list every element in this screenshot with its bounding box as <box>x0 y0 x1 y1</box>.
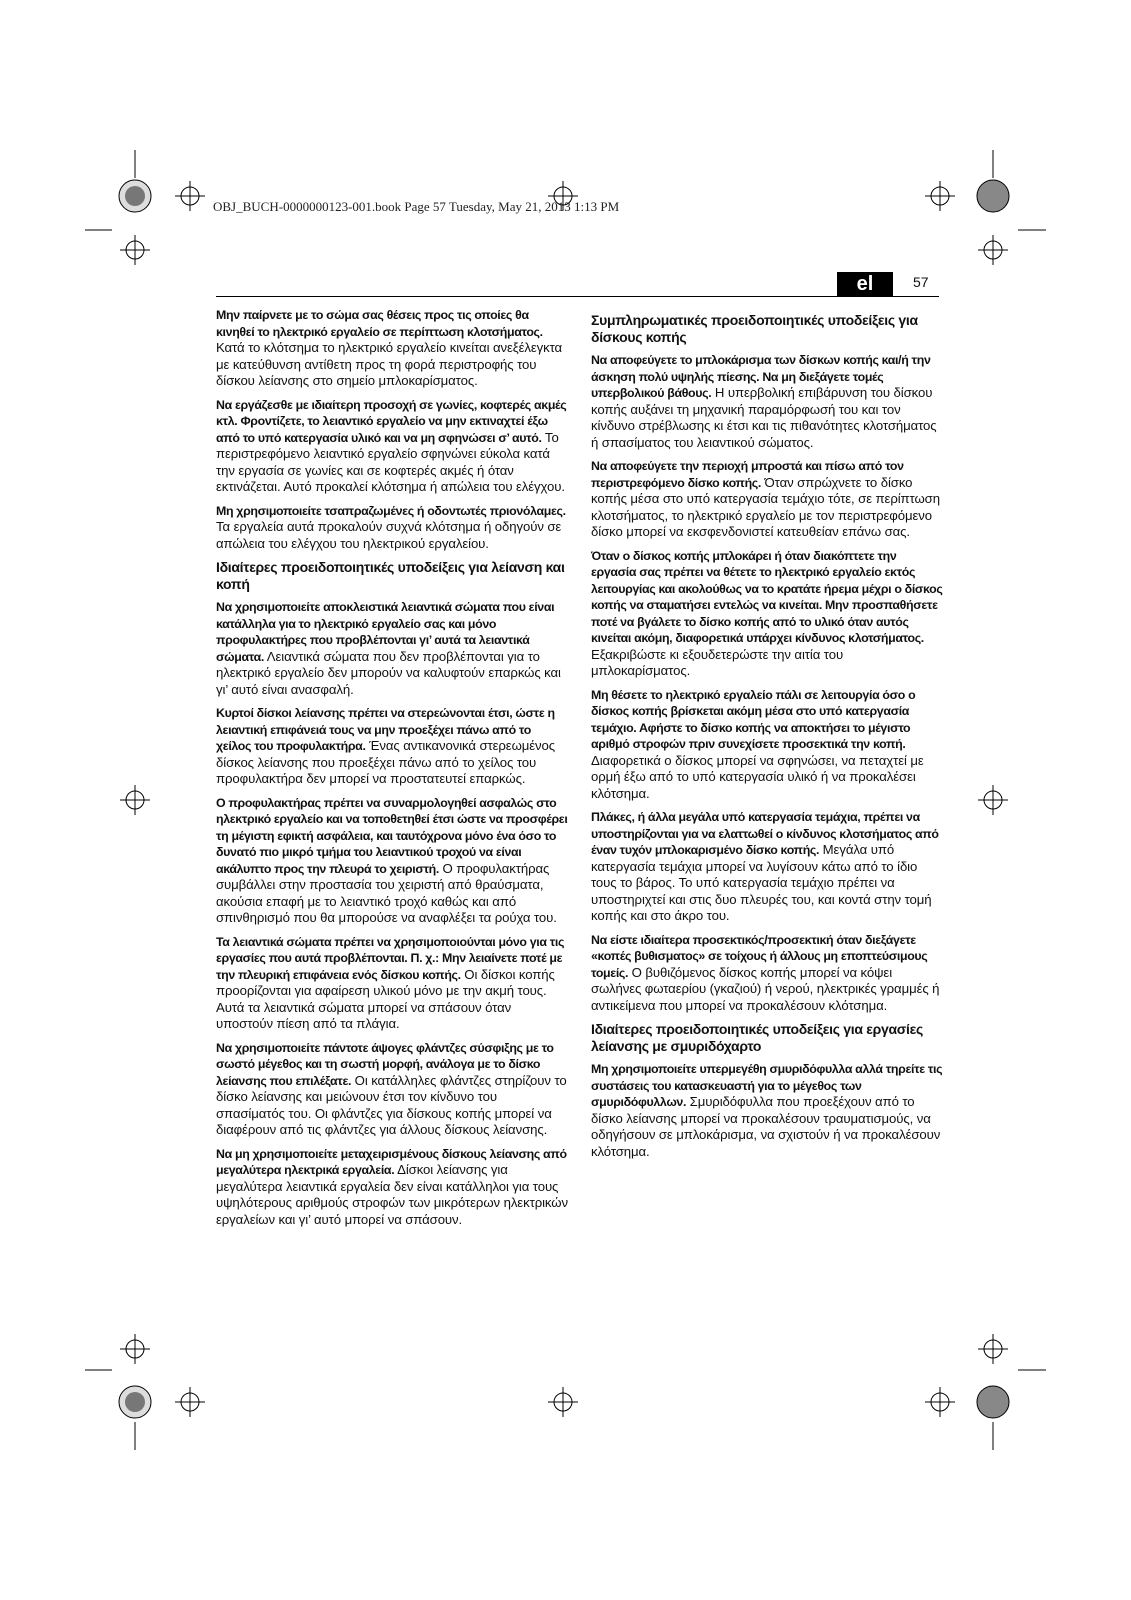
warning-paragraph <box>216 934 568 1033</box>
registration-target-icon <box>120 1334 150 1364</box>
warning-paragraph <box>216 503 568 553</box>
warning-paragraph <box>216 599 568 698</box>
registration-target-icon <box>978 785 1008 815</box>
warning-body: Σμυριδόφυλλα που προεξέχουν από το δίσκο λείανσης μπορεί να προκαλέσουν τραυματισμούς, να οδηγήσουν σε μπλοκάρισμα, να σχιστούν ή να προκαλέσουν κλότσημα. <box>591 1094 941 1159</box>
warning-body: Εξακριβώστε κι εξουδετερώστε την αιτία του μπλοκαρίσματος. <box>591 646 844 678</box>
registration-disc-icon <box>977 1386 1009 1418</box>
warning-lead: Τα λειαντικά σώματα πρέπει να χρησιμοποιούνται μόνο για τις εργασίες που αυτά προβλέπονται. Π. χ.: Μην λειαίνετε ποτέ με την πλευρική επιφάνεια ενός δίσκου κοπής. <box>216 934 565 982</box>
warning-lead: Να είστε ιδιαίτερα προσεκτικός/προσεκτική όταν διεξάγετε «κοπές βυθισματος» σε τοίχους ή άλλους μη εποπτεύσιμους τομείς. <box>591 932 928 980</box>
registration-target-icon <box>120 235 150 265</box>
book-header: OBJ_BUCH-0000000123-001.book Page 57 Tuesday, May 21, 2013 1:13 PM <box>213 199 620 214</box>
registration-target-icon <box>548 1387 578 1417</box>
warning-paragraph <box>216 1146 568 1229</box>
warning-body: Οι κατάλληλες φλάντζες στηρίζουν το δίσκο λείανσης και μειώνουν έτσι τον κίνδυνο του σπασίματός του. Οι φλάντζες για δίσκους κοπής μπορεί να διαφέρουν από τις φλάντζες για άλλους δίσκους λείανσης. <box>216 1072 567 1137</box>
section-heading: Ιδιαίτερες προειδοποιητικές υποδείξεις για εργασίες λείανσης με σμυριδόχαρτο <box>591 1021 923 1054</box>
section-heading: Συμπληρωματικές προειδοποιητικές υποδείξεις για δίσκους κοπής <box>591 312 918 345</box>
registration-target-icon <box>978 1334 1008 1364</box>
warning-paragraph <box>216 1040 568 1139</box>
warning-body: Μεγάλα υπό κατεργασία τεμάχια μπορεί να λυγίσουν κάτω από το ίδιο τους το βάρος. Το υπό κατεργασία τεμάχιο πρέπει να υποστηριχτεί και στις δυο πλευρές του, και κοντά στην τομή κοπής και στο άκρο του. <box>591 842 932 923</box>
warning-paragraph <box>216 307 568 390</box>
header-rule <box>216 296 939 297</box>
warning-body: Τα εργαλεία αυτά προκαλούν συχνά κλότσημα ή οδηγούν σε απώλεια του ελέγχου του ηλεκτρικού εργαλείου. <box>216 519 562 551</box>
registration-target-icon <box>175 1387 205 1417</box>
warning-paragraph <box>591 458 943 541</box>
registration-target-icon <box>925 181 955 211</box>
warning-paragraph <box>591 548 943 680</box>
warning-body: Η υπερβολική επιβάρυνση του δίσκου κοπής αυξάνει τη μηχανική παραμόρφωσή του και τον κίνδυνο στρέβλωσης κι έτσι και τις πιθανότητες κλοτσήματος ή σπασίματος του λειαντικού σώματος. <box>591 385 937 450</box>
registration-target-icon <box>175 181 205 211</box>
warning-lead: Μη θέσετε το ηλεκτρικό εργαλείο πάλι σε λειτουργία όσο ο δίσκος κοπής βρίσκεται ακόμη μέσα στο υπό κατεργασία τεμάχιο. Αφήστε το δίσκο κοπής να αποκτήσει το μέγιστο αριθμό στροφών πριν συνεχίσετε προσεκτικά την κοπή. <box>591 687 916 751</box>
warning-paragraph <box>591 809 943 925</box>
right-column <box>591 307 943 1167</box>
registration-target-icon <box>925 1387 955 1417</box>
warning-body: Διαφορετικά ο δίσκος μπορεί να σφηνώσει, να πεταχτεί με ορμή έξω από το υπό κατεργασία υλικό ή να προκαλέσει κλότσημα. <box>591 752 924 801</box>
warning-paragraph <box>591 687 943 803</box>
warning-body: Το περιστρεφόμενο λειαντικό εργαλείο σφηνώνει εύκολα κατά την εργασία σε γωνίες και σε κοφτερές ακμές ή όταν εκτινάζεται. Αυτό προκαλεί κλότσημα ή απώλεια του ελέγχου. <box>216 429 565 494</box>
warning-paragraph <box>591 1061 943 1160</box>
registration-target-icon <box>978 235 1008 265</box>
warning-paragraph <box>216 397 568 496</box>
registration-star-icon <box>119 1386 151 1418</box>
warning-lead: Μη χρησιμοποιείτε υπερμεγέθη σμυριδόφυλλα αλλά τηρείτε τις συστάσεις του κατασκευαστή για το μέγεθος των σμυριδόφυλλων. <box>591 1062 943 1109</box>
warning-body: Λειαντικά σώματα που δεν προβλέπονται για το ηλεκτρικό εργαλείο δεν μπορούν να καλυφτούν επαρκώς και γι’ αυτό είναι ανασφαλή. <box>216 648 561 697</box>
warning-paragraph <box>216 795 568 927</box>
page-number: 57 <box>913 274 929 290</box>
warning-lead: Να αποφεύγετε το μπλοκάρισμα των δίσκων κοπής και/ή την άσκηση πολύ υψηλής πίεσης. Να μη διεξάγετε τομές υπερβολικού βάθους. <box>591 353 931 400</box>
warning-lead: Να αποφεύγετε την περιοχή μπροστά και πίσω από τον περιστρεφόμενο δίσκο κοπής. <box>591 459 904 490</box>
warning-body: Οι δίσκοι κοπής προορίζονται για αφαίρεση υλικού μόνο με την ακμή τους. Αυτά τα λειαντικά σώματα μπορεί να σπάσουν όταν υποστούν πίεση από τα πλάγια. <box>216 966 555 1031</box>
warning-lead: Πλάκες, ή άλλα μεγάλα υπό κατεργασία τεμάχια, πρέπει να υποστηρίζονται για να ελαττωθεί ο κίνδυνος κλοτσήματος από έναν τυχόν μπλοκαρισμένο δίσκο κοπής. <box>591 810 939 857</box>
warning-body: Δίσκοι λείανσης για μεγαλύτερα λειαντικά εργαλεία δεν είναι κατάλληλοι για τους υψηλότερους αριθμούς στροφών των μικρότερων ηλεκτρικών εργαλείων και γι’ αυτό μπορεί να σπάσουν. <box>216 1162 568 1227</box>
warning-lead: Ο προφυλακτήρας πρέπει να συναρμολογηθεί ασφαλώς στο ηλεκτρικό εργαλείο και να τοποθετηθεί έτσι ώστε να προσφέρει τη μέγιστη εφικτή ασφάλεια, και ταυτόχρονα μόνο ένα όσο το δυνατό πιο μικρό τμήμα του λειαντικού τροχού να είναι ακάλυπτο προς την πλευρά το χειριστή. <box>216 795 568 876</box>
warning-body: Ένας αντικανονικά στερεωμένος δίσκος λείανσης που προεξέχει πάνω από το χείλος του προφυλακτήρα δεν μπορεί να προστατευτεί επαρκώς. <box>216 738 556 786</box>
warning-paragraph <box>216 705 568 788</box>
warning-lead: Να χρησιμοποιείτε πάντοτε άψογες φλάντζες σύσφιξης με το σωστό μέγεθος και τη σωστή μορφή, ανάλογα με το δίσκο λείανσης που επιλέξατε. <box>216 1040 554 1088</box>
warning-body: Ο βυθιζόμενος δίσκος κοπής μπορεί να κόψει σωλήνες φωταερίου (γκαζιού) ή νερού, ηλεκτρικές γραμμές ή αντικείμενα που μπορεί να προκαλέσουν κλότσημα. <box>591 964 940 1013</box>
registration-disc-icon <box>977 180 1009 212</box>
warning-body: Ο προφυλακτήρας συμβάλλει στην προστασία του χειριστή από θραύσματα, ακούσια επαφή με το λειαντικό τροχό καθώς και από σπινθηρισμό που θα μπορούσε να αναφλέξει τα ρούχα του. <box>216 860 557 925</box>
warning-body: Όταν σπρώχνετε το δίσκο κοπής μέσα στο υπό κατεργασία τεμάχιο τότε, σε περίπτωση κλοτσήματος, το ηλεκτρικό εργαλείο με τον περιστρεφόμενο δίσκο μπορεί να εκσφενδονιστεί κατευθείαν επάνω σας. <box>591 474 940 539</box>
warning-lead: Κυρτοί δίσκοι λείανσης πρέπει να στερεώνονται έτσι, ώστε η λειαντική επιφάνειά τους να μην προεξέχει πάνω από το χείλος του προφυλακτήρα. <box>216 706 555 753</box>
warning-body: Κατά το κλότσημα το ηλεκτρικό εργαλείο κινείται ανεξέλεγκτα με κατεύθυνση αντίθετη προς τη φορά περιστροφής του δίσκου λείανσης στο σημείο μπλοκαρίσματος. <box>216 340 563 388</box>
registration-star-icon <box>119 180 151 212</box>
warning-paragraph <box>591 352 943 451</box>
warning-lead: Μην παίρνετε με το σώμα σας θέσεις προς τις οποίες θα κινηθεί το ηλεκτρικό εργαλείο σε περίπτωση κλοτσήματος. <box>216 308 543 339</box>
warning-paragraph <box>591 932 943 1015</box>
warning-lead: Να μη χρησιμοποιείτε μεταχειρισμένους δίσκους λείανσης από μεγαλύτερα ηλεκτρικά εργαλεία. <box>216 1146 567 1177</box>
registration-target-icon <box>120 785 150 815</box>
warning-lead: Να χρησιμοποιείτε αποκλειστικά λειαντικά σώματα που είναι κατάλληλα για το ηλεκτρικό εργαλείο σας και μόνο προφυλακτήρες που προβλέπονται γι’ αυτά τα λειαντικά σώματα. <box>216 600 555 664</box>
warning-lead: Μη χρησιμοποιείτε τσαπραζωμένες ή οδοντωτές πριονόλαμες. <box>216 503 566 518</box>
section-heading: Ιδιαίτερες προειδοποιητικές υποδείξεις για λείανση και κοπή <box>216 559 565 592</box>
left-column <box>216 307 568 1235</box>
language-tab: el <box>837 272 893 296</box>
warning-lead: Να εργάζεσθε με ιδιαίτερη προσοχή σε γωνίες, κοφτερές ακμές κτλ. Φροντίζετε, το λειαντικό εργαλείο να μην εκτιναχτεί έξω από το υπό κατεργασία υλικό και να μη σφηνώσει σ’ αυτό. <box>216 397 567 445</box>
warning-lead: Όταν ο δίσκος κοπής μπλοκάρει ή όταν διακόπτετε την εργασία σας πρέπει να θέτετε το ηλεκτρικό εργαλείο εκτός λειτουργίας και ακολούθως να το κρατάτε ήρεμα μέχρι ο δίσκος κοπής να σταματήσει εντελώς να κινείται. Μην προσπαθήσετε ποτέ να βγάλετε το δίσκο κοπής από το υλικό όταν αυτός κινείται ακόμη, διαφορετικά υπάρχει κίνδυνος κλοτσήματος. <box>591 548 943 645</box>
